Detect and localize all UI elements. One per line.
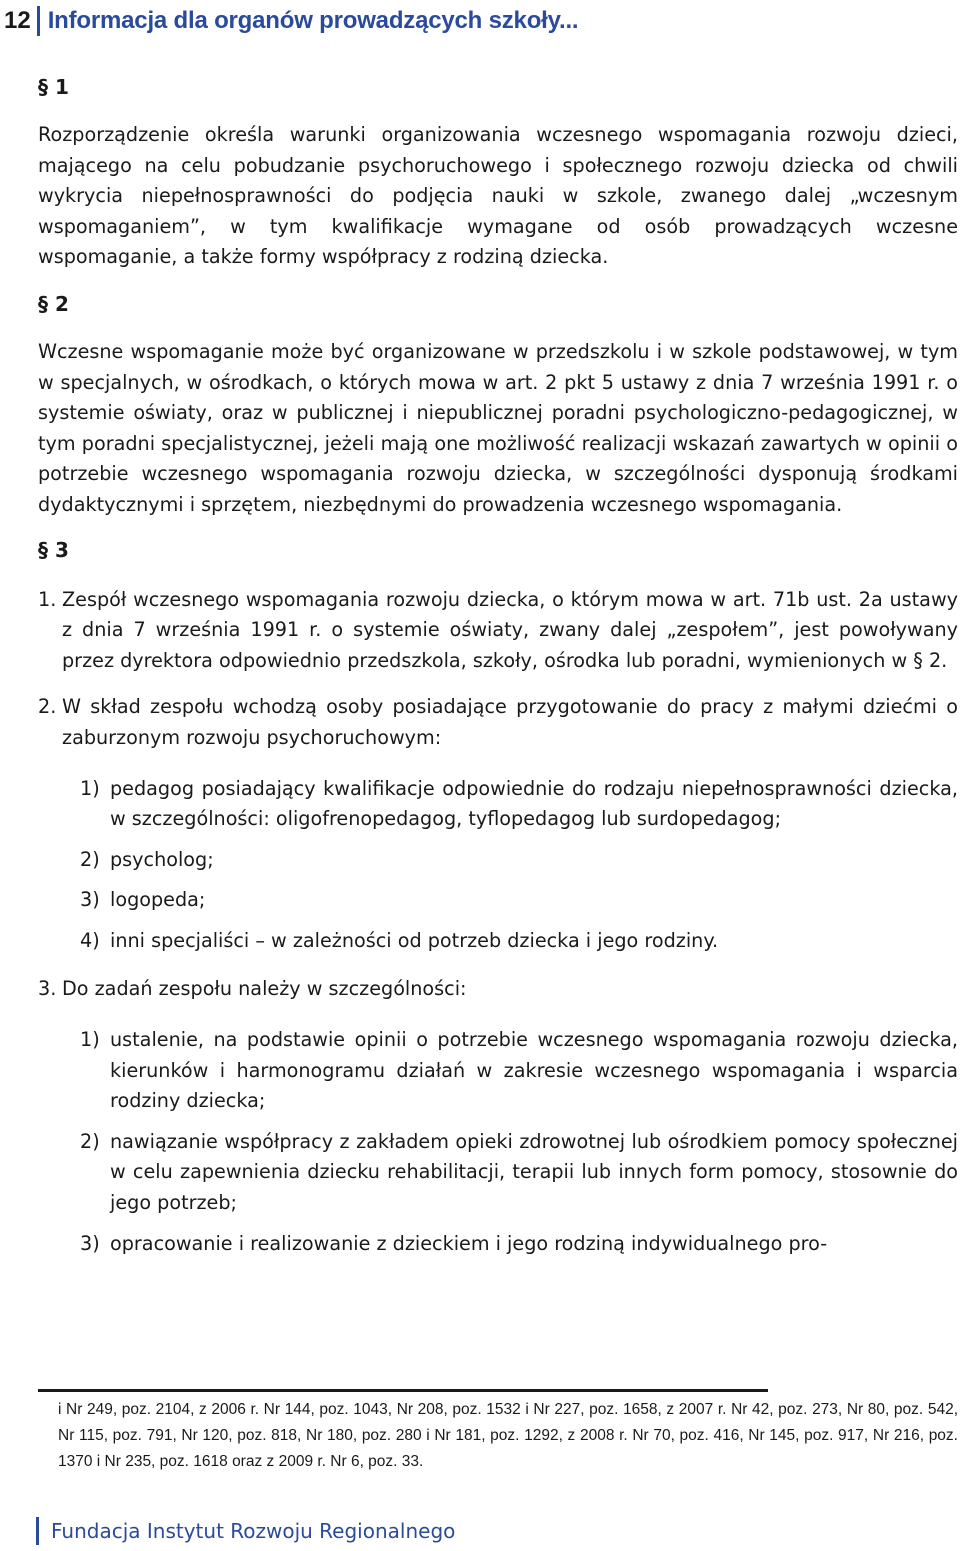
point-text: nawiązanie współpracy z zakładem opieki zdrowotnej lub ośrodkiem pomocy społecznej w celu zapewnienia dziecku rehabilitacji, terapii lub innych form pomocy, stosownie do jego potrzeb; xyxy=(110,1129,958,1215)
section-3-item-2-point-3 xyxy=(80,885,958,916)
section-3-item-3-point-3 xyxy=(80,1229,958,1260)
point-text: inni specjaliści – w zależności od potrzeb dziecka i jego rodziny. xyxy=(110,928,719,952)
section-1-text: Rozporządzenie określa warunki organizowania wczesnego wspomagania rozwoju dzieci, mającego na celu pobudzanie psychoruchowego i społecznego rozwoju dziecka od chwili wykrycia niepełnosprawności do podjęcia nauki w szkole, zwanego dalej „wczesnym wspomaganiem”, w tym kwalifikacje wymagane od osób prowadzących wczesne wspomaganie, a także formy współpracy z rodziną dziecka. xyxy=(38,123,958,269)
item-number: 3. xyxy=(38,977,57,1001)
section-3-item-3 xyxy=(38,974,958,1005)
page-header xyxy=(4,4,578,38)
item-number: 1. xyxy=(38,587,57,611)
point-text: ustalenie, na podstawie opinii o potrzebie wczesnego wspomagania rozwoju dziecka, kierunków i harmonogramu działań w zakresie wczesnego wspomagania i wsparcia rodziny dziecka; xyxy=(110,1028,958,1113)
footnote-separator xyxy=(38,1389,768,1392)
section-2-sign: § 2 xyxy=(38,291,69,316)
section-3-item-2-point-1 xyxy=(80,774,958,835)
running-title: Informacja dla organów prowadzących szkoły... xyxy=(47,7,579,34)
item-text: W skład zespołu wchodzą osoby posiadające przygotowanie do pracy z małymi dziećmi o zaburzonym rozwoju psychoruchowym: xyxy=(62,695,958,749)
section-3-item-2-point-2 xyxy=(80,845,958,876)
footnote: i Nr 249, poz. 2104, z 2006 r. Nr 144, poz. 1043, Nr 208, poz. 1532 i Nr 227, poz. 1658, z 2007 r. Nr 42, poz. 273, Nr 80, poz. 542, Nr 115, poz. 791, Nr 120, poz. 818, Nr 180, poz. 280 i Nr 181, poz. 1292, z 2008 r. Nr 70, poz. 416, Nr 145, poz. 917, Nr 216, poz. 1370 i Nr 235, poz. 1618 oraz z 2009 r. Nr 6, poz. 33. xyxy=(58,1401,958,1470)
section-2-text: Wczesne wspomaganie może być organizowane w przedszkolu i w szkole podstawowej, w tym w specjalnych, w ośrodkach, o których mowa w art. 2 pkt 5 ustawy z dnia 7 września 1991 r. o systemie oświaty, oraz w publicznej i niepublicznej poradni psychologiczno-pedagogicznej, w tym poradni specjalistycznej, jeżeli mają one możliwość realizacji wskazań zawartych w opinii o potrzebie wczesnego wspomagania rozwoju dziecka, w szczególności dysponują środkami dydaktycznymi i sprzętem, niezbędnymi do prowadzenia wczesnego wspomagania. xyxy=(38,339,958,516)
header-divider xyxy=(37,6,40,36)
page-number: 12 xyxy=(4,7,31,34)
section-3-item-3-point-1 xyxy=(80,1025,958,1117)
point-number: 4) xyxy=(80,928,100,952)
point-text: psycholog; xyxy=(110,847,214,871)
point-number: 1) xyxy=(80,1028,100,1052)
section-3-item-2-point-4 xyxy=(80,926,958,957)
section-3-item-2 xyxy=(38,692,958,753)
section-3-sign: § 3 xyxy=(38,537,69,562)
point-number: 2) xyxy=(80,847,100,871)
point-number: 2) xyxy=(80,1129,100,1153)
item-text: Zespół wczesnego wspomagania rozwoju dziecka, o którym mowa w art. 71b ust. 2a ustawy z dnia 7 września 1991 r. o systemie oświaty, zwany dalej „zespołem”, jest powoływany przez dyrektora odpowiednio przedszkola, szkoły, ośrodka lub poradni, wymienionych w § 2. xyxy=(62,587,958,672)
point-number: 3) xyxy=(80,888,100,912)
section-3-item-3-point-2 xyxy=(80,1127,958,1219)
footer-publisher: Fundacja Instytut Rozwoju Regionalnego xyxy=(51,1519,456,1543)
point-text: logopeda; xyxy=(110,888,206,912)
point-text: pedagog posiadający kwalifikacje odpowiednie do rodzaju niepełnosprawności dziecka, w szczególności: oligofrenopedagog, tyflopedagog lub surdopedagog; xyxy=(110,776,958,831)
footer-divider xyxy=(36,1517,39,1545)
point-text: opracowanie i realizowanie z dzieckiem i jego rodziną indywidualnego pro- xyxy=(110,1231,828,1255)
point-number: 1) xyxy=(80,776,100,800)
item-number: 2. xyxy=(38,695,57,719)
document-body xyxy=(38,72,958,1259)
section-3-item-1 xyxy=(38,585,958,677)
item-text: Do zadań zespołu należy w szczególności: xyxy=(62,977,467,1001)
point-number: 3) xyxy=(80,1231,100,1255)
page-footer xyxy=(36,1513,455,1549)
section-1-sign: § 1 xyxy=(38,75,69,99)
